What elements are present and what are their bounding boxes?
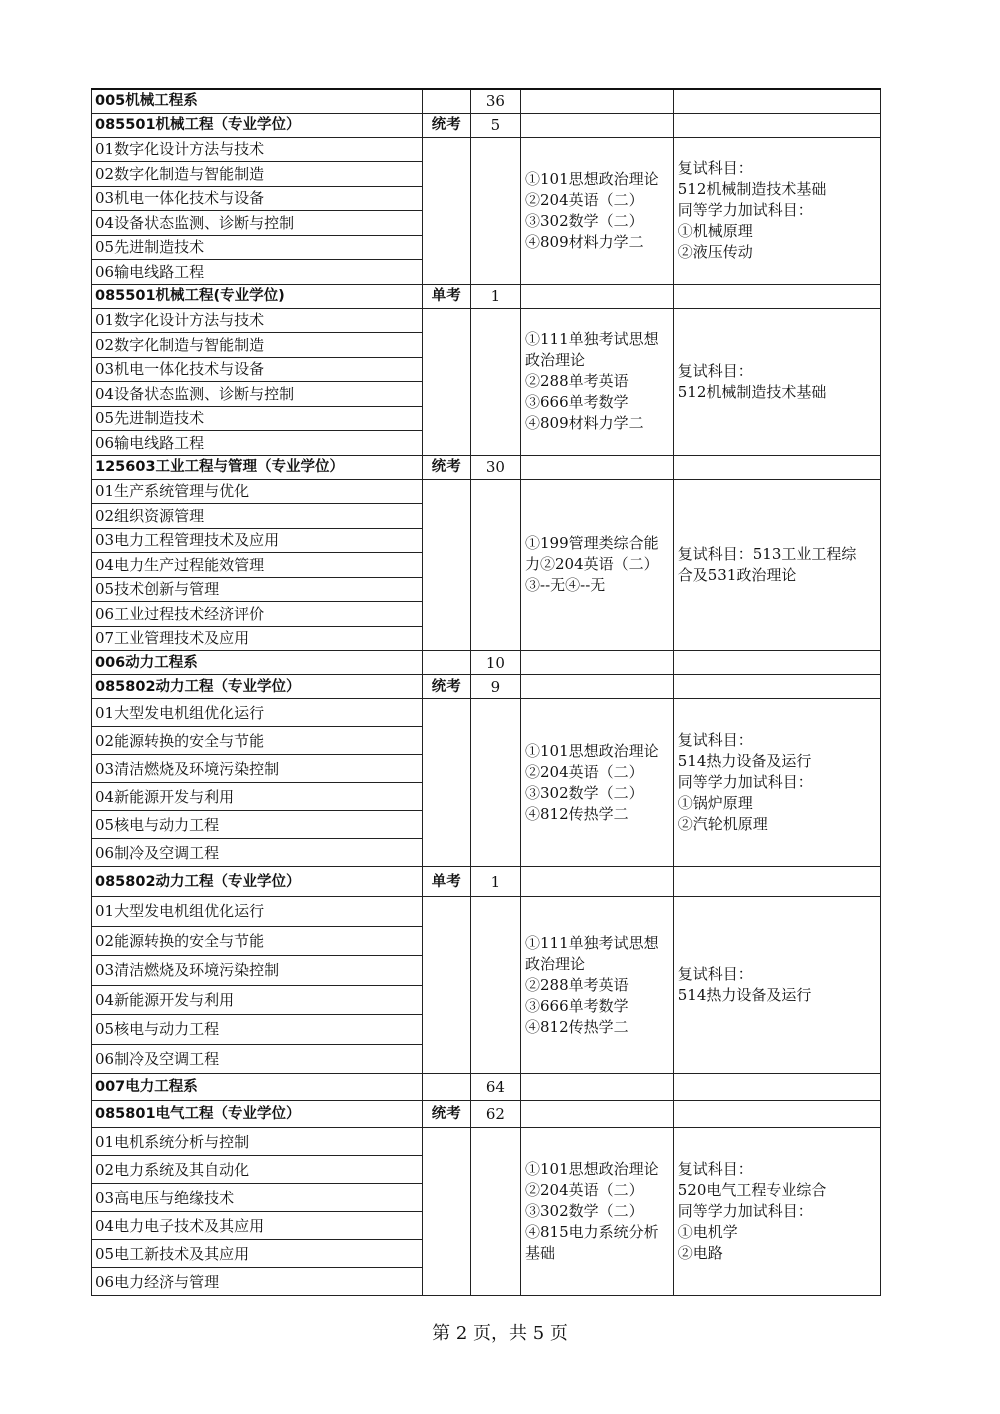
department-row bbox=[92, 651, 881, 675]
retest-line: ②汽轮机原理 bbox=[677, 815, 768, 833]
major-row bbox=[92, 113, 881, 137]
research-direction: 05技术创新与管理 bbox=[92, 577, 423, 602]
retest-header-cell bbox=[673, 651, 880, 675]
retest-header-cell bbox=[673, 1101, 880, 1128]
subject-line: ②288单考英语 bbox=[525, 975, 629, 994]
subject-line: ①111单独考试思想 bbox=[525, 330, 659, 348]
quota-spacer bbox=[470, 699, 520, 867]
research-direction: 04新能源开发与利用 bbox=[92, 783, 423, 811]
quota-spacer bbox=[470, 308, 520, 455]
exam-mode: 统考 bbox=[422, 675, 470, 699]
research-direction: 03机电一体化技术与设备 bbox=[92, 357, 423, 382]
exam-mode-spacer bbox=[422, 137, 470, 284]
research-direction: 05先进制造技术 bbox=[92, 235, 423, 260]
subject-line: ②288单考英语 bbox=[525, 372, 629, 390]
major-name: 125603工业工程与管理（专业学位） bbox=[92, 455, 423, 479]
subject-line: ③302数学（二） bbox=[525, 211, 644, 230]
research-direction: 06制冷及空调工程 bbox=[92, 839, 423, 867]
retest-line: ①机械原理 bbox=[677, 222, 753, 240]
subject-line: 力②204英语（二） bbox=[525, 555, 659, 574]
research-direction: 01大型发电机组优化运行 bbox=[92, 699, 423, 727]
subjects-header-cell bbox=[521, 867, 674, 897]
major-name: 085802动力工程（专业学位） bbox=[92, 675, 423, 699]
research-direction: 05先进制造技术 bbox=[92, 406, 423, 431]
research-direction: 01电机系统分析与控制 bbox=[92, 1128, 423, 1156]
research-direction: 02数字化制造与智能制造 bbox=[92, 333, 423, 358]
exam-mode-spacer bbox=[422, 1128, 470, 1296]
quota: 9 bbox=[470, 675, 520, 699]
research-direction: 05电工新技术及其应用 bbox=[92, 1240, 423, 1268]
research-direction: 04电力电子技术及其应用 bbox=[92, 1212, 423, 1240]
department-name: 005机械工程系 bbox=[92, 89, 423, 113]
exam-mode-spacer bbox=[422, 479, 470, 651]
major-row bbox=[92, 1101, 881, 1128]
subject-line: ③666单考数学 bbox=[525, 393, 629, 411]
retest-header-cell bbox=[673, 284, 880, 308]
subject-line: ①101思想政治理论 bbox=[525, 1160, 659, 1178]
quota-spacer bbox=[470, 479, 520, 651]
exam-mode bbox=[422, 89, 470, 113]
retest-line: ②液压传动 bbox=[677, 243, 753, 261]
research-direction: 06制冷及空调工程 bbox=[92, 1044, 423, 1074]
exam-subjects bbox=[521, 479, 674, 651]
quota: 1 bbox=[470, 284, 520, 308]
direction-row bbox=[92, 479, 881, 504]
retest-line: 514热力设备及运行 bbox=[677, 752, 812, 770]
retest-subjects bbox=[673, 699, 880, 867]
exam-mode-spacer bbox=[422, 308, 470, 455]
retest-line: ②电路 bbox=[677, 1244, 723, 1262]
department-name: 007电力工程系 bbox=[92, 1074, 423, 1101]
research-direction: 02能源转换的安全与节能 bbox=[92, 926, 423, 956]
direction-row bbox=[92, 1128, 881, 1156]
subject-line: ①101思想政治理论 bbox=[525, 169, 659, 188]
subjects-header-cell bbox=[521, 675, 674, 699]
retest-line: 复试科目： bbox=[677, 159, 753, 177]
subject-line: ④812传热学二 bbox=[525, 1017, 629, 1036]
direction-row bbox=[92, 699, 881, 727]
research-direction: 03机电一体化技术与设备 bbox=[92, 186, 423, 211]
research-direction: 02数字化制造与智能制造 bbox=[92, 162, 423, 187]
exam-subjects bbox=[521, 699, 674, 867]
retest-line: 512机械制造技术基础 bbox=[677, 382, 827, 401]
retest-header-cell bbox=[673, 113, 880, 137]
retest-header-cell bbox=[673, 89, 880, 113]
major-name: 085501机械工程(专业学位) bbox=[92, 284, 423, 308]
subject-line: ①111单独考试思想 bbox=[525, 933, 659, 952]
page-footer: 第 2 页，共 5 页 bbox=[432, 1323, 568, 1344]
subject-line: 政治理论 bbox=[525, 954, 586, 973]
subject-line: ③666单考数学 bbox=[525, 996, 629, 1015]
research-direction: 07工业管理技术及应用 bbox=[92, 626, 423, 651]
retest-header-cell bbox=[673, 867, 880, 897]
subject-line: ①101思想政治理论 bbox=[525, 741, 659, 760]
retest-line: 520电气工程专业综合 bbox=[677, 1181, 827, 1199]
direction-row bbox=[92, 308, 881, 333]
research-direction: 03清洁燃烧及环境污染控制 bbox=[92, 755, 423, 783]
retest-line: 复试科目： bbox=[677, 731, 753, 749]
research-direction: 05核电与动力工程 bbox=[92, 1015, 423, 1045]
retest-line: 514热力设备及运行 bbox=[677, 986, 812, 1004]
retest-line: 合及531政治理论 bbox=[677, 565, 797, 584]
major-name: 085801电气工程（专业学位） bbox=[92, 1101, 423, 1128]
research-direction: 06输电线路工程 bbox=[92, 431, 423, 456]
subjects-header-cell bbox=[521, 1074, 674, 1101]
quota: 10 bbox=[470, 651, 520, 675]
table-body bbox=[92, 89, 881, 1296]
exam-subjects bbox=[521, 137, 674, 284]
quota: 30 bbox=[470, 455, 520, 479]
retest-line: 复试科目： bbox=[677, 361, 753, 380]
exam-mode: 单考 bbox=[422, 284, 470, 308]
subject-line: ③--无④--无 bbox=[525, 576, 606, 595]
subjects-header-cell bbox=[521, 651, 674, 675]
department-row bbox=[92, 1074, 881, 1101]
subjects-header-cell bbox=[521, 455, 674, 479]
quota-spacer bbox=[470, 897, 520, 1074]
enrollment-table bbox=[91, 88, 881, 1296]
major-name: 085501机械工程（专业学位） bbox=[92, 113, 423, 137]
retest-subjects bbox=[673, 479, 880, 651]
research-direction: 03清洁燃烧及环境污染控制 bbox=[92, 956, 423, 986]
major-row bbox=[92, 284, 881, 308]
research-direction: 06输电线路工程 bbox=[92, 260, 423, 285]
subjects-header-cell bbox=[521, 1101, 674, 1128]
subject-line: 政治理论 bbox=[525, 351, 586, 369]
research-direction: 06电力经济与管理 bbox=[92, 1268, 423, 1296]
exam-mode: 统考 bbox=[422, 455, 470, 479]
research-direction: 05核电与动力工程 bbox=[92, 811, 423, 839]
subject-line: ③302数学（二） bbox=[525, 1202, 644, 1220]
retest-line: 复试科目： bbox=[677, 965, 753, 983]
subject-line: ④809材料力学二 bbox=[525, 232, 644, 251]
quota: 1 bbox=[470, 867, 520, 897]
retest-subjects bbox=[673, 1128, 880, 1296]
major-name: 085802动力工程（专业学位） bbox=[92, 867, 423, 897]
retest-line: 同等学力加试科目： bbox=[677, 773, 813, 791]
direction-row bbox=[92, 897, 881, 927]
exam-mode: 单考 bbox=[422, 867, 470, 897]
subject-line: ②204英语（二） bbox=[525, 762, 644, 781]
subject-line: ④815电力系统分析 bbox=[525, 1223, 659, 1241]
retest-line: 512机械制造技术基础 bbox=[677, 180, 827, 198]
research-direction: 04电力生产过程能效管理 bbox=[92, 553, 423, 578]
direction-row bbox=[92, 137, 881, 162]
exam-mode: 统考 bbox=[422, 113, 470, 137]
subject-line: ④812传热学二 bbox=[525, 804, 629, 823]
research-direction: 04设备状态监测、诊断与控制 bbox=[92, 382, 423, 407]
research-direction: 02能源转换的安全与节能 bbox=[92, 727, 423, 755]
quota-spacer bbox=[470, 137, 520, 284]
retest-line: 同等学力加试科目： bbox=[677, 1202, 813, 1220]
research-direction: 01生产系统管理与优化 bbox=[92, 479, 423, 504]
retest-line: 复试科目： bbox=[677, 1160, 753, 1178]
retest-line: 复试科目：513工业工程综 bbox=[677, 544, 857, 563]
retest-header-cell bbox=[673, 675, 880, 699]
research-direction: 03电力工程管理技术及应用 bbox=[92, 528, 423, 553]
exam-subjects bbox=[521, 897, 674, 1074]
quota: 36 bbox=[470, 89, 520, 113]
research-direction: 02电力系统及其自动化 bbox=[92, 1156, 423, 1184]
retest-subjects bbox=[673, 308, 880, 455]
subjects-header-cell bbox=[521, 284, 674, 308]
exam-mode bbox=[422, 1074, 470, 1101]
exam-mode-spacer bbox=[422, 699, 470, 867]
retest-header-cell bbox=[673, 1074, 880, 1101]
research-direction: 02组织资源管理 bbox=[92, 504, 423, 529]
quota-spacer bbox=[470, 1128, 520, 1296]
research-direction: 01数字化设计方法与技术 bbox=[92, 137, 423, 162]
subject-line: ④809材料力学二 bbox=[525, 414, 644, 432]
subject-line: ①199管理类综合能 bbox=[525, 534, 659, 553]
quota: 5 bbox=[470, 113, 520, 137]
retest-line: ①电机学 bbox=[677, 1223, 738, 1241]
retest-subjects bbox=[673, 137, 880, 284]
major-row bbox=[92, 455, 881, 479]
exam-subjects bbox=[521, 1128, 674, 1296]
exam-mode-spacer bbox=[422, 897, 470, 1074]
exam-mode: 统考 bbox=[422, 1101, 470, 1128]
research-direction: 06工业过程技术经济评价 bbox=[92, 602, 423, 627]
exam-subjects bbox=[521, 308, 674, 455]
subjects-header-cell bbox=[521, 89, 674, 113]
research-direction: 01大型发电机组优化运行 bbox=[92, 897, 423, 927]
subject-line: ③302数学（二） bbox=[525, 783, 644, 802]
research-direction: 04新能源开发与利用 bbox=[92, 985, 423, 1015]
research-direction: 01数字化设计方法与技术 bbox=[92, 308, 423, 333]
quota: 64 bbox=[470, 1074, 520, 1101]
research-direction: 03高电压与绝缘技术 bbox=[92, 1184, 423, 1212]
quota: 62 bbox=[470, 1101, 520, 1128]
subjects-header-cell bbox=[521, 113, 674, 137]
subject-line: ②204英语（二） bbox=[525, 1181, 644, 1199]
subject-line: ②204英语（二） bbox=[525, 190, 644, 209]
department-row bbox=[92, 89, 881, 113]
subject-line: 基础 bbox=[525, 1244, 556, 1262]
department-name: 006动力工程系 bbox=[92, 651, 423, 675]
major-row bbox=[92, 867, 881, 897]
retest-header-cell bbox=[673, 455, 880, 479]
major-row bbox=[92, 675, 881, 699]
exam-mode bbox=[422, 651, 470, 675]
retest-subjects bbox=[673, 897, 880, 1074]
retest-line: ①锅炉原理 bbox=[677, 794, 753, 812]
retest-line: 同等学力加试科目： bbox=[677, 201, 813, 219]
research-direction: 04设备状态监测、诊断与控制 bbox=[92, 211, 423, 236]
